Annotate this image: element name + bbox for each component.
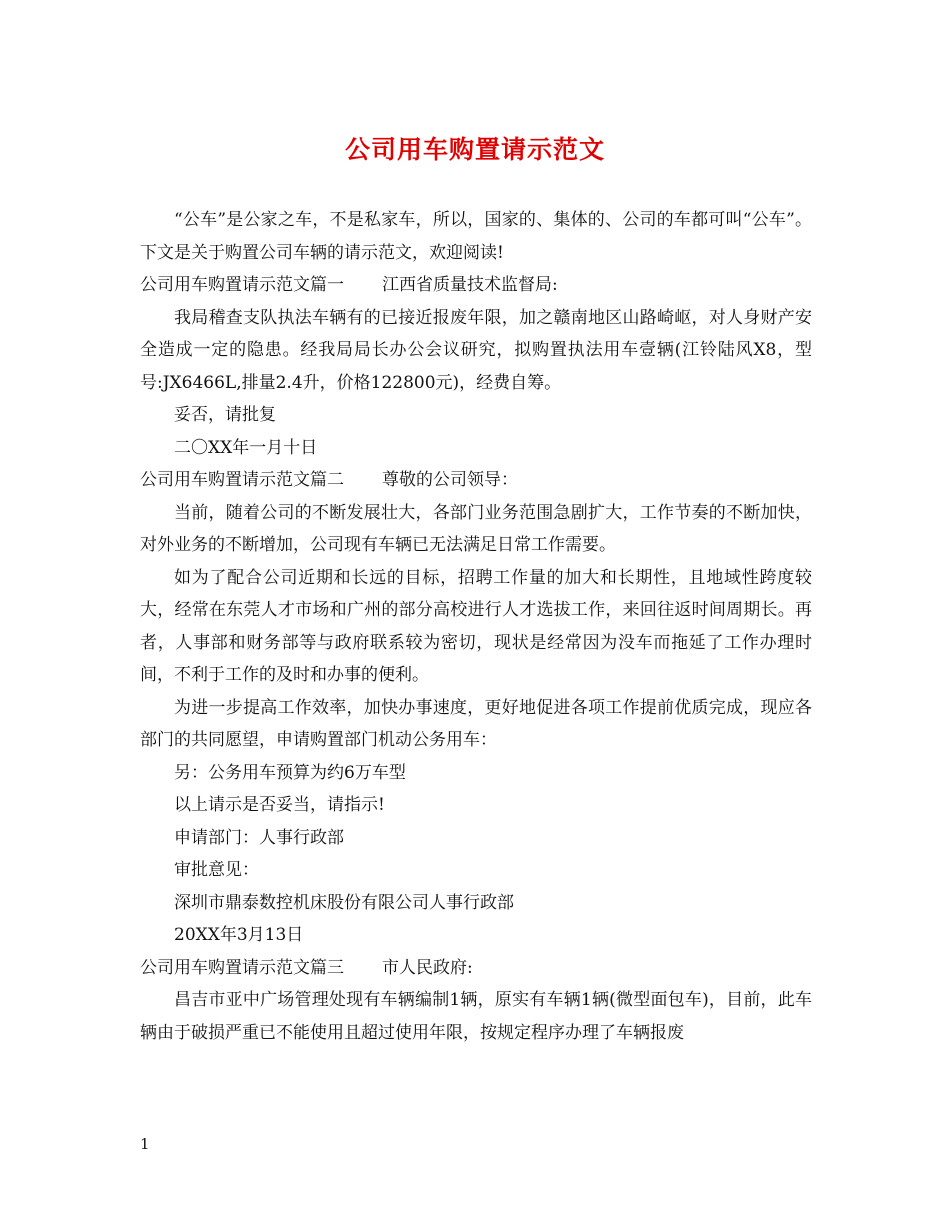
document-body [140, 204, 812, 1049]
section1-heading: 公司用车购置请示范文篇一 [140, 275, 344, 295]
section2-approval: 审批意见： [174, 860, 259, 880]
section3-heading-line [140, 952, 812, 985]
section1-paragraph: 我局稽查支队执法车辆有的已接近报废年限，加之赣南地区山路崎岖，对人身财产安全造成一定的隐患。经我局局长办公会议研究，拟购置执法用车壹辆(江铃陆风X8，型号:JX6466L,排量2.4升，价格122800元)，经费自筹。 [140, 307, 812, 393]
section2-request: 以上请示是否妥当，请指示! [174, 795, 385, 815]
section2-company: 深圳市鼎泰数控机床股份有限公司人事行政部 [174, 892, 514, 913]
section2-department: 申请部门：人事行政部 [174, 827, 344, 848]
section2-paragraph-2: 如为了配合公司近期和长远的目标，招聘工作量的加大和长期性，且地域性跨度较大，经常在东莞人才市场和广州的部分高校进行人才选拔工作，来回往返时间周期长。再者，人事部和财务部等与政府联系较为密切，现状是经常因为没车而拖延了工作办理时间，不利于工作的及时和办事的便利。 [140, 567, 812, 685]
section2-date: 20XX年3月13日 [174, 925, 304, 945]
section2-heading-line [140, 464, 812, 497]
section1-heading-line [140, 269, 812, 302]
section2-recipient: 尊敬的公司领导： [382, 470, 518, 490]
page-number: 1 [140, 1135, 150, 1153]
document-title: 公司用车购置请示范文 [344, 135, 605, 164]
section2-note: 另：公务用车预算为约6万车型 [174, 762, 406, 783]
section1-closing: 妥否，请批复 [174, 405, 276, 425]
section1-date: 二〇XX年一月十日 [174, 437, 318, 458]
section2-paragraph-3: 为进一步提高工作效率，加快办事速度，更好地促进各项工作提前优质完成，现应各部门的共同愿望，申请购置部门机动公务用车： [140, 697, 812, 750]
section2-paragraph-1: 当前，随着公司的不断发展壮大，各部门业务范围急剧扩大，工作节奏的不断加快，对外业务的不断增加，公司现有车辆已无法满足日常工作需要。 [140, 502, 812, 555]
intro-paragraph: “公车”是公家之车，不是私家车，所以，国家的、集体的、公司的车都可叫“公车”。下文是关于购置公司车辆的请示范文，欢迎阅读! [140, 210, 812, 263]
section1-recipient: 江西省质量技术监督局: [382, 275, 558, 295]
section2-heading: 公司用车购置请示范文篇二 [140, 470, 344, 490]
section3-heading: 公司用车购置请示范文篇三 [140, 957, 344, 978]
section3-recipient: 市人民政府: [382, 957, 473, 978]
section3-paragraph: 昌吉市亚中广场管理处现有车辆编制1辆，原实有车辆1辆(微型面包车)，目前，此车辆由于破损严重已不能使用且超过使用年限，按规定程序办理了车辆报废 [140, 990, 812, 1043]
